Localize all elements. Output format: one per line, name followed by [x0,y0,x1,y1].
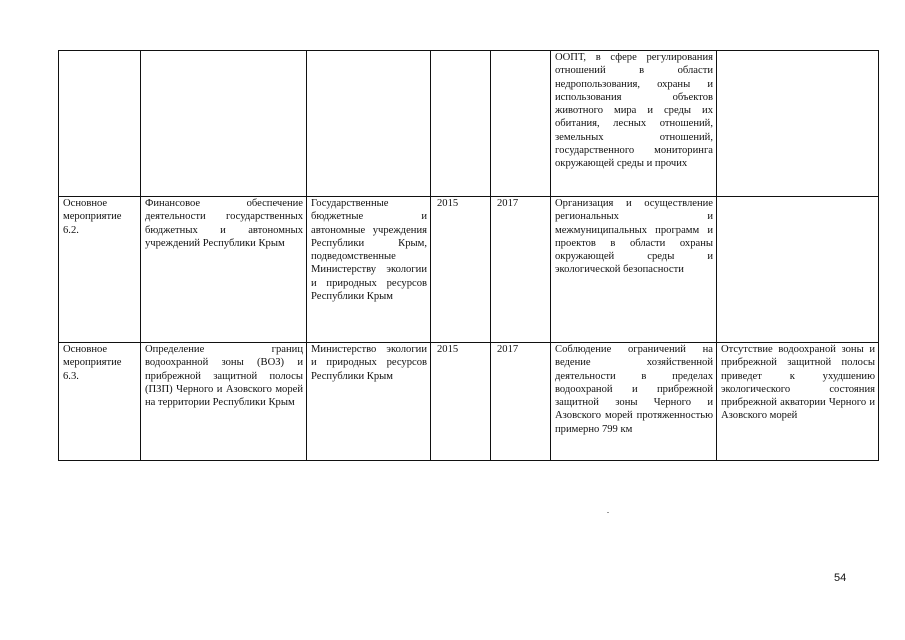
scan-speck [607,512,609,513]
cell-result: ООПТ, в сфере регулирования отношений в области недропользования, охраны и использования объектов животного мира и среды их обитания, лесных отношений, земельных отношений, государственного мониторинга окружающей среды и прочих [551,51,717,197]
cell-code [59,51,141,197]
table-row [59,51,879,197]
cell-executor: Министерство экологии и природных ресурсов Республики Крым [307,343,431,461]
cell-start-year: 2015 [431,197,491,343]
cell-end-year [491,51,551,197]
table-row [59,343,879,461]
cell-consequence [717,51,879,197]
cell-result: Соблюдение ограничений на ведение хозяйственной деятельности в пределах водоохраной и прибрежной защитной зоны Черного и Азовского морей протяженностью примерно 799 км [551,343,717,461]
cell-end-year: 2017 [491,197,551,343]
cell-result: Организация и осуществление региональных и межмуниципальных программ и проектов в области охраны окружающей среды и экологической безопасности [551,197,717,343]
cell-executor: Государственные бюджетные и автономные учреждения Республики Крым, подведомственные Министерству экологии и природных ресурсов Республики Крым [307,197,431,343]
cell-start-year: 2015 [431,343,491,461]
cell-executor [307,51,431,197]
cell-start-year [431,51,491,197]
cell-end-year: 2017 [491,343,551,461]
cell-code: Основное мероприятие 6.3. [59,343,141,461]
page-number: 54 [834,572,847,584]
measures-table [58,50,879,461]
cell-name: Финансовое обеспечение деятельности государственных бюджетных и автономных учреждений Республики Крым [141,197,307,343]
cell-name [141,51,307,197]
table-row [59,197,879,343]
cell-consequence: Отсутствие водоохраной зоны и прибрежной защитной полосы приведет к ухудшению экологического состояния прибрежной акватории Черного и Азовского морей [717,343,879,461]
cell-name: Определение границ водоохранной зоны (ВОЗ) и прибрежной защитной полосы (ПЗП) Черного и Азовского морей на территории Республики Крым [141,343,307,461]
cell-code: Основное мероприятие 6.2. [59,197,141,343]
cell-consequence [717,197,879,343]
